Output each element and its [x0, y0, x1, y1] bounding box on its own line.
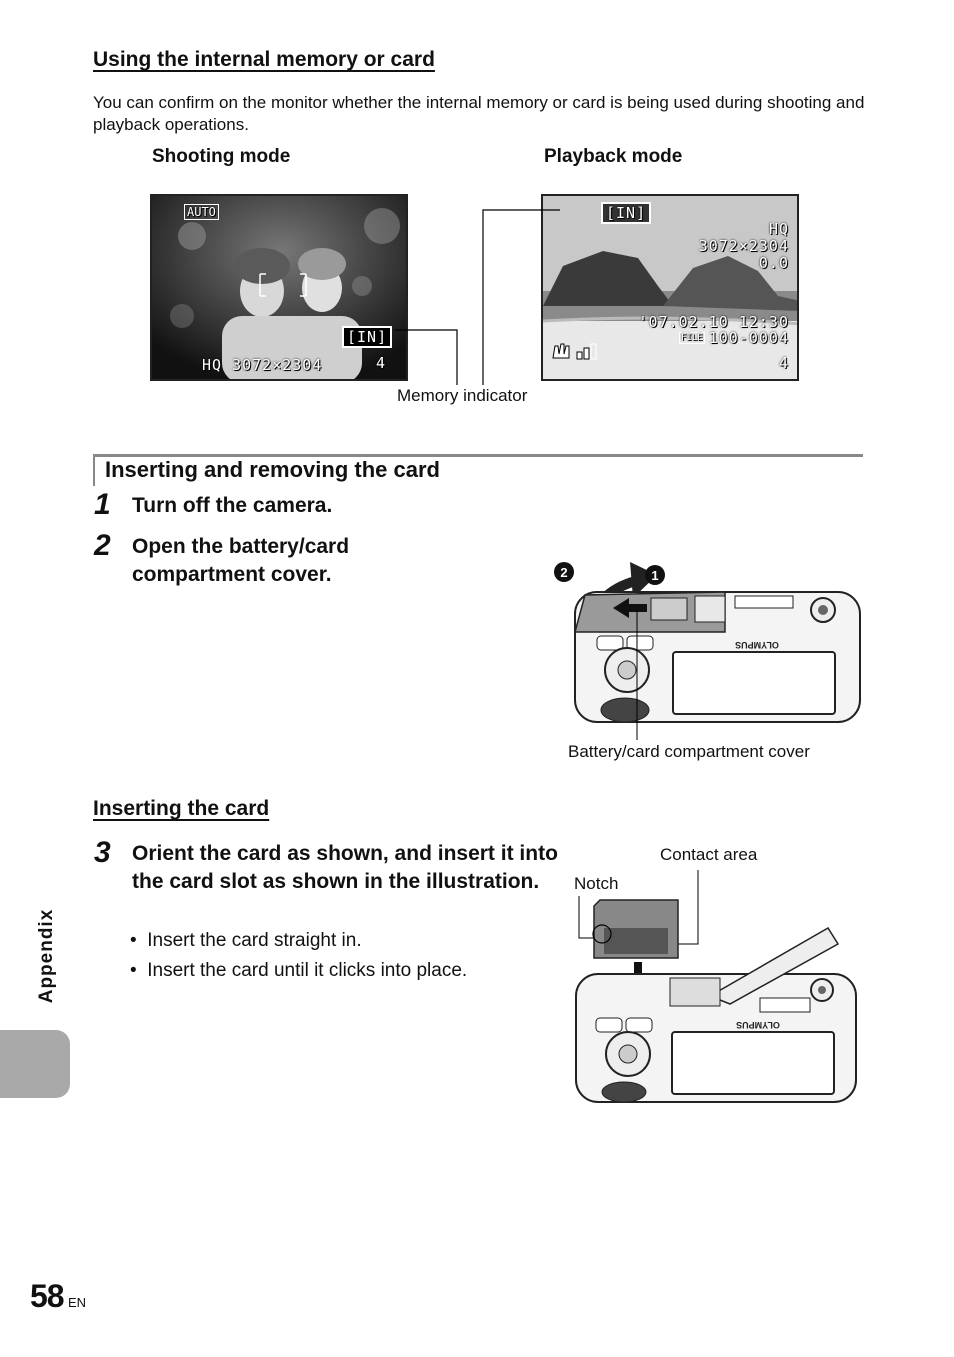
camera-brand-logo: OLYMPUS: [735, 640, 779, 650]
step-2-text: Open the battery/card compartment cover.: [132, 535, 350, 586]
step-3-number: 3: [94, 836, 111, 869]
shooting-memory-indicator: [IN]: [342, 326, 392, 348]
page-language: EN: [68, 1295, 87, 1310]
memory-indicator-caption: Memory indicator: [397, 386, 528, 405]
memory-indicator-leader-lines: [380, 200, 560, 390]
callout-1: 1: [651, 568, 659, 583]
step-2-number: 2: [94, 529, 111, 562]
cover-caption: Battery/card compartment cover: [568, 742, 810, 761]
shooting-mode-screen: [150, 194, 408, 381]
step-1-number: 1: [94, 488, 111, 521]
playback-quality: HQ: [768, 220, 789, 238]
camera-brand-logo-2: OLYMPUS: [736, 1020, 780, 1030]
notch-caption: Notch: [574, 874, 619, 893]
bullet-2-text: Insert the card until it clicks into place.: [147, 960, 468, 981]
playback-file-number: 100-0004: [708, 329, 789, 347]
shooting-image-info: HQ 3072×2304: [202, 356, 323, 374]
shooting-frame-count: 4: [376, 354, 387, 372]
bullet-1-text: Insert the card straight in.: [147, 930, 362, 951]
playback-mode-label: Playback mode: [544, 146, 683, 167]
playback-mode-screen: [541, 194, 799, 381]
playback-memory-indicator: [IN]: [601, 202, 651, 224]
section-heading-inserting: Inserting the card: [93, 797, 270, 820]
callout-2: 2: [560, 565, 568, 580]
step-3-text: Orient the card as shown, and insert it into the card slot as shown in the illustration.: [132, 842, 558, 893]
camera-open-cover-illustration: [545, 540, 865, 740]
contact-area-caption: Contact area: [660, 845, 758, 864]
section-rule-tick: [93, 454, 95, 486]
appendix-sidebar: [30, 895, 60, 1025]
page-number: 58: [30, 1278, 64, 1314]
appendix-tab: [0, 1030, 70, 1098]
shooting-photo: [152, 196, 408, 381]
step-1-text: Turn off the camera.: [132, 494, 333, 517]
section-heading-insert-remove: Inserting and removing the card: [105, 457, 440, 482]
shooting-mode-label: Shooting mode: [152, 146, 291, 167]
camera-insert-card-illustration: [570, 866, 865, 1111]
auto-mode-icon: AUTO: [184, 204, 219, 220]
section-heading-memory: Using the internal memory or card: [93, 48, 435, 71]
bullet-1: • Insert the card straight in.: [130, 930, 362, 951]
playback-frame-count: 4: [778, 354, 789, 372]
appendix-label: Appendix: [36, 908, 57, 1004]
playback-image-size: 3072×2304: [698, 237, 789, 255]
file-icon: FILE: [681, 333, 703, 343]
bullet-2: • Insert the card until it clicks into place.: [130, 960, 468, 981]
playback-exposure: 0.0: [758, 254, 789, 272]
playback-datetime: '07.02.10 12:30: [638, 313, 789, 331]
memory-intro-text: You can confirm on the monitor whether the internal memory or card is being used during shooting and playback operations.: [93, 93, 865, 134]
